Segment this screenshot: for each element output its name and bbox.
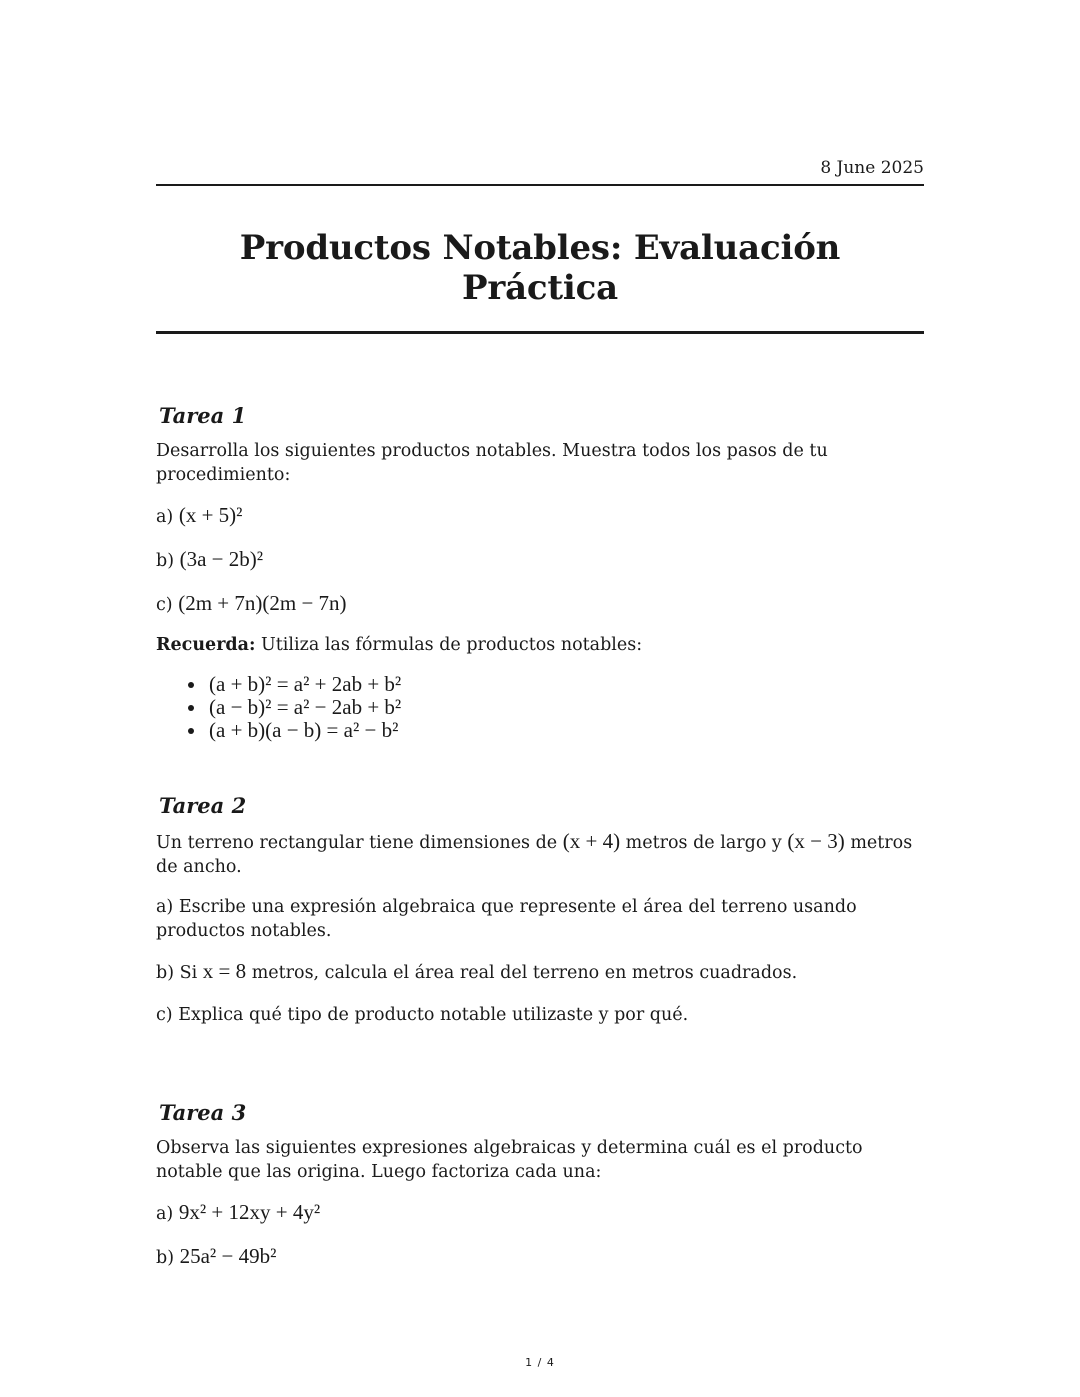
header-date: 8 June 2025: [820, 158, 924, 178]
intro-text: Un terreno rectangular tiene dimensiones de: [156, 833, 558, 854]
bullet-icon: [188, 682, 194, 688]
item-label: b): [156, 1248, 175, 1269]
exercise-item-a: a) Escribe una expresión algebraica que represente el área del terreno usando productos notables.: [156, 897, 857, 942]
formula-text: (a − b)² = a² − 2ab + b²: [209, 695, 402, 720]
bullet-icon: [188, 705, 194, 711]
section-tarea-2: [156, 792, 924, 1027]
exercise-item-b: [156, 1244, 924, 1270]
math-expression: 25a² − 49b²: [179, 1244, 277, 1269]
exercise-item-b: [156, 547, 924, 573]
reminder: [156, 633, 924, 657]
formula-list: [156, 673, 924, 742]
bullet-icon: [188, 728, 194, 734]
reminder-text: Utiliza las fórmulas de productos notables:: [261, 635, 643, 656]
formula-item: [209, 696, 924, 719]
item-text: metros, calcula el área real del terreno en metros cuadrados.: [251, 963, 798, 984]
document-page: [156, 0, 924, 1397]
intro-text: metros de largo y: [625, 833, 782, 854]
section-intro: [156, 829, 924, 879]
item-label: a): [156, 1204, 174, 1225]
exercise-item-a: [156, 1200, 924, 1226]
formula-item: [209, 719, 924, 742]
exercise-item-b: [156, 959, 924, 985]
math-expression: (3a − 2b)²: [179, 547, 264, 572]
math-expression: x = 8: [202, 959, 247, 984]
section-heading: Tarea 2: [159, 793, 247, 818]
title-rule: [156, 331, 924, 334]
exercise-item-c: c) Explica qué tipo de producto notable utilizaste y por qué.: [156, 1005, 689, 1026]
formula-text: (a + b)² = a² + 2ab + b²: [209, 672, 402, 697]
exercise-item-a: [156, 503, 924, 529]
math-expression: (x + 4): [562, 829, 621, 854]
header-rule: [156, 184, 924, 186]
intro-text: metros de ancho.: [156, 833, 913, 878]
section-heading: Tarea 3: [159, 1100, 247, 1125]
formula-text: (a + b)(a − b) = a² − b²: [209, 718, 399, 743]
section-heading: Tarea 1: [159, 403, 247, 428]
math-expression: (2m + 7n)(2m − 7n): [178, 591, 347, 616]
item-label: b): [156, 551, 175, 572]
reminder-label: Recuerda:: [156, 635, 256, 656]
math-expression: (x − 3): [787, 829, 845, 854]
section-intro: Observa las siguientes expresiones algebraicas y determina cuál es el producto notable que las origina. Luego factoriza cada una:: [156, 1138, 863, 1183]
page-title: Productos Notables: Evaluación Práctica: [239, 228, 841, 308]
section-intro: Desarrolla los siguientes productos notables. Muestra todos los pasos de tu procedimiento:: [156, 441, 828, 486]
section-tarea-3: [156, 1099, 924, 1270]
formula-item: [209, 673, 924, 696]
item-label: a): [156, 507, 174, 528]
math-expression: 9x² + 12xy + 4y²: [178, 1200, 321, 1225]
section-tarea-1: [156, 402, 924, 742]
item-text: b) Si: [156, 963, 198, 984]
item-label: c): [156, 595, 173, 616]
math-expression: (x + 5)²: [178, 503, 243, 528]
page-number: 1 / 4: [525, 1356, 555, 1369]
exercise-item-c: [156, 591, 924, 617]
